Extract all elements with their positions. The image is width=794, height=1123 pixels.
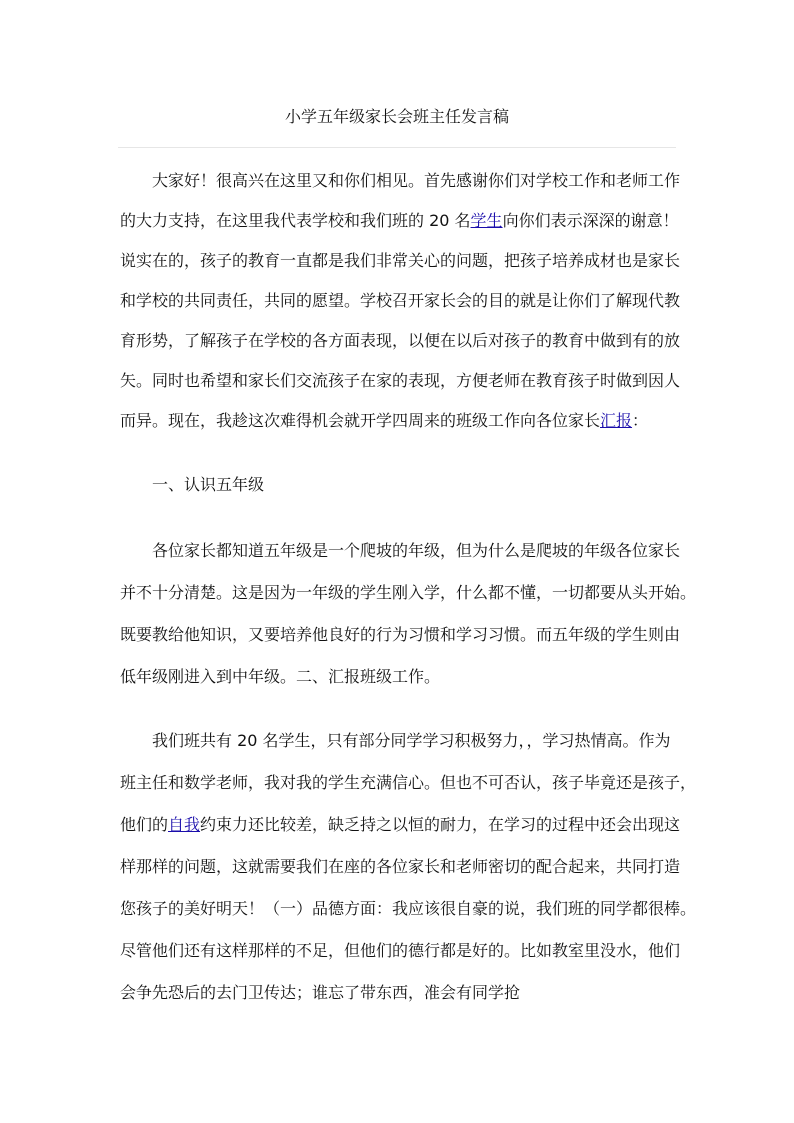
text-span: 向你们表示深深的谢意！: [502, 211, 679, 230]
paragraph-3-line-7: 会争先恐后的去门卫传达；谁忘了带东西，准会有同学抢: [120, 983, 521, 1002]
paragraph-1-line-6: 矢。同时也希望和家长们交流孩子在家的表现，方便老师在教育孩子时做到因人: [120, 371, 681, 390]
paragraph-2-line-2: 并不十分清楚。这是因为一年级的学生刚入学，什么都不懂，一切都要从头开始。: [120, 583, 697, 602]
link-report[interactable]: 汇报: [600, 411, 633, 430]
paragraph-2-line-4: 低年级刚进入到中年级。二、汇报班级工作。: [120, 667, 441, 686]
paragraph-3-line-6: 尽管他们还有这样那样的不足，但他们的德行都是好的。比如教室里没水，他们: [120, 941, 681, 960]
paragraph-1-line-4: 和学校的共同责任，共同的愿望。学校召开家长会的目的就是让你们了解现代教: [120, 291, 681, 310]
paragraph-1-line-7: [120, 410, 648, 432]
paragraph-1-line-3: 说实在的，孩子的教育一直都是我们非常关心的问题，把孩子培养成材也是家长: [120, 251, 681, 270]
paragraph-1-line-2: [120, 210, 679, 232]
link-students[interactable]: 学生: [470, 211, 503, 230]
paragraph-3-line-1: 我们班共有 20 名学生，只有部分同学学习积极努力，，学习热情高。作为: [152, 731, 671, 750]
text-span: ：: [632, 411, 649, 430]
text-span: 约束力还比较差，缺乏持之以恒的耐力，在学习的过程中还会出现这: [200, 815, 681, 834]
paragraph-1-line-5: 育形势，了解孩子在学校的各方面表现，以便在以后对孩子的教育中做到有的放: [120, 331, 681, 350]
text-span: 的大力支持，在这里我代表学校和我们班的 20 名: [120, 211, 471, 230]
paragraph-2-line-3: 既要教给他知识，又要培养他良好的行为习惯和学习习惯。而五年级的学生则由: [120, 625, 681, 644]
title-divider: [118, 147, 676, 148]
document-title: 小学五年级家长会班主任发言稿: [284, 107, 509, 126]
paragraph-1-line-1: 大家好！很高兴在这里又和你们相见。首先感谢你们对学校工作和老师工作: [152, 171, 681, 190]
section-heading: 一、认识五年级: [152, 475, 265, 494]
paragraph-3-line-2: 班主任和数学老师，我对我的学生充满信心。但也不可否认，孩子毕竟还是孩子，: [120, 773, 697, 792]
paragraph-3-line-3: [120, 814, 680, 836]
paragraph-2-line-1: 各位家长都知道五年级是一个爬坡的年级，但为什么是爬坡的年级各位家长: [152, 541, 681, 560]
paragraph-3-line-4: 样那样的问题，这就需要我们在座的各位家长和老师密切的配合起来，共同打造: [120, 857, 681, 876]
paragraph-3-line-5: 您孩子的美好明天！（一）品德方面：我应该很自豪的说，我们班的同学都很棒。: [120, 899, 697, 918]
text-span: 而异。现在，我趁这次难得机会就开学四周来的班级工作向各位家长: [120, 411, 601, 430]
link-self[interactable]: 自我: [168, 815, 201, 834]
text-span: 他们的: [120, 815, 169, 834]
